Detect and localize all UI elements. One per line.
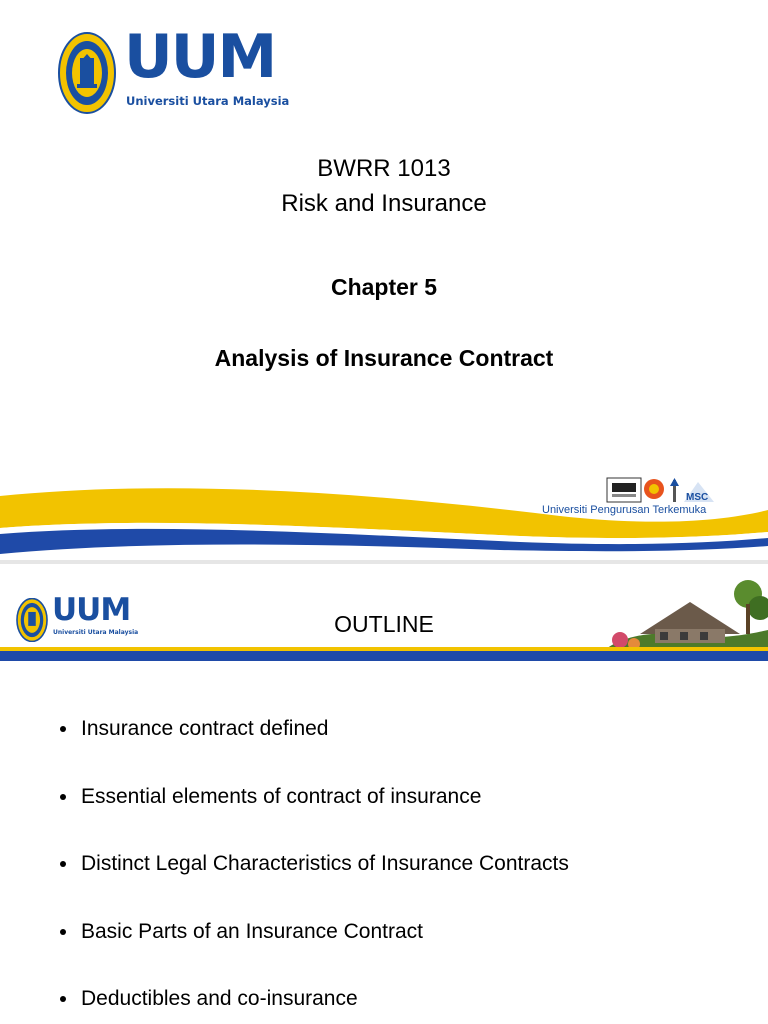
course-name: Risk and Insurance — [281, 190, 487, 217]
footer-tagline: Universiti Pengurusan Terkemuka — [542, 504, 707, 516]
bullet-icon — [60, 726, 66, 732]
logo-wordmark: UUM — [52, 592, 131, 628]
torch-icon — [670, 478, 679, 502]
list-item-text: Insurance contract defined — [81, 717, 329, 740]
uum-logo — [58, 22, 290, 116]
award-badge-icon — [644, 479, 664, 499]
outline-list — [58, 712, 569, 1024]
outline-slide — [0, 564, 768, 1024]
accreditation-badges — [606, 476, 718, 506]
university-seal-icon — [58, 32, 116, 114]
msc-status-icon — [684, 482, 714, 503]
logo-subtitle: Universiti Utara Malaysia — [53, 629, 139, 636]
logo-subtitle: Universiti Utara Malaysia — [126, 94, 290, 108]
list-item-text: Basic Parts of an Insurance Contract — [81, 919, 423, 943]
list-item-text: Essential elements of contract of insurance — [81, 784, 482, 808]
chapter-heading: Chapter 5 — [330, 274, 438, 300]
chapter-title: Analysis of Insurance Contract — [214, 345, 554, 371]
list-item — [58, 915, 569, 949]
certification-badge-icon — [607, 478, 641, 502]
campus-building-image — [600, 574, 768, 654]
header-divider-blue — [0, 651, 768, 661]
list-item-text: Distinct Legal Characteristics of Insurance Contracts — [81, 852, 569, 875]
list-item — [58, 982, 569, 1016]
slide-title: OUTLINE — [334, 611, 434, 637]
list-item — [58, 712, 569, 746]
bullet-icon — [60, 861, 66, 867]
bullet-icon — [60, 996, 66, 1002]
list-item-text: Deductibles and co-insurance — [81, 987, 358, 1010]
svg-text:MSC: MSC — [686, 492, 709, 503]
list-item — [58, 847, 569, 881]
course-code: BWRR 1013 — [317, 155, 451, 182]
list-item — [58, 780, 569, 814]
bullet-icon — [60, 929, 66, 935]
bullet-icon — [60, 794, 66, 800]
logo-wordmark: UUM — [124, 22, 276, 92]
